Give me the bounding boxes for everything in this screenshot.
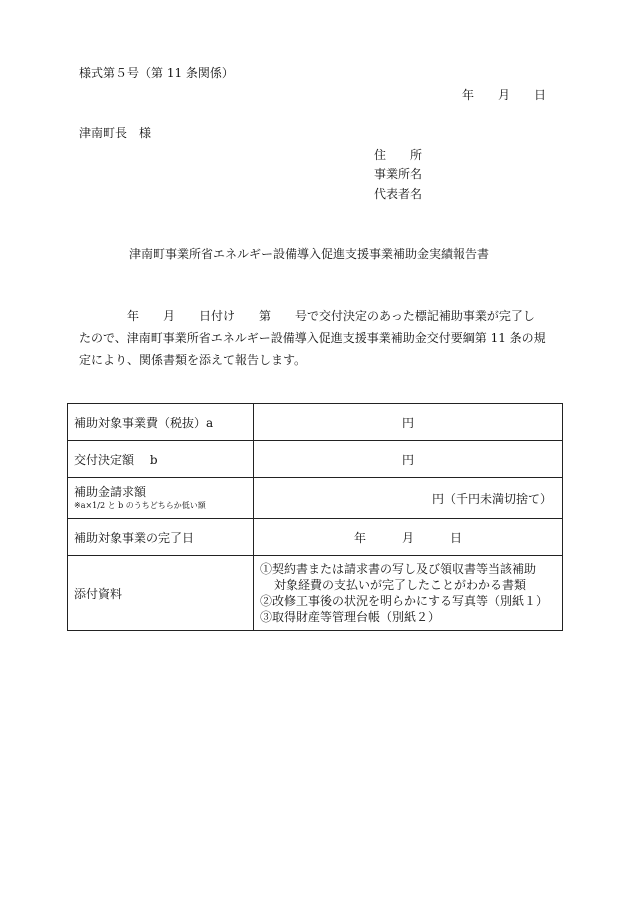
attachments-label: 添付資料	[68, 556, 254, 631]
report-table	[67, 403, 563, 631]
table-row	[68, 441, 563, 478]
subsidy-cost-label: 補助対象事業費（税抜）a	[68, 404, 254, 441]
recipient: 津南町長 様	[79, 126, 152, 140]
claim-amount-value-cell	[254, 478, 563, 519]
body-paragraph	[79, 305, 549, 371]
claim-amount-value: 円（千円未満切捨て）	[431, 491, 552, 506]
attachment-item-continued: 対象経費の支払いが完了したことがわかる書類	[274, 578, 527, 592]
attachments-list	[254, 556, 563, 631]
claim-amount-label: 補助金請求額	[74, 485, 147, 499]
body-line: 年 月 日付け 第 号で交付決定のあった標記補助事業が完了し	[79, 309, 535, 323]
attachment-item: ③取得財産等管理台帳（別紙２）	[260, 610, 441, 624]
claim-amount-note: ※a×1/2 と b のうちどちらか低い額	[74, 501, 206, 510]
body-line: 定により、関係書類を添えて報告します。	[79, 353, 307, 367]
decision-amount-value: 円	[254, 441, 563, 478]
completion-date-label: 補助対象事業の完了日	[68, 519, 254, 556]
applicant-office-label: 事業所名	[374, 167, 423, 181]
table-row	[68, 404, 563, 441]
decision-amount-label: 交付決定額 b	[68, 441, 254, 478]
claim-amount-cell	[68, 478, 254, 519]
attachment-item: ①契約書または請求書の写し及び領収書等当該補助	[260, 562, 537, 576]
form-number: 様式第５号（第 11 条関係）	[79, 66, 234, 80]
attachment-item: ②改修工事後の状況を明らかにする写真等（別紙１）	[260, 594, 549, 608]
body-line: たので、津南町事業所省エネルギー設備導入促進支援事業補助金交付要綱第 11 条の規	[79, 331, 546, 345]
table-row	[68, 478, 563, 519]
applicant-address-label: 住 所	[374, 148, 423, 162]
document-title: 津南町事業所省エネルギー設備導入促進支援事業補助金実績報告書	[129, 247, 490, 261]
applicant-representative-label: 代表者名	[374, 187, 423, 201]
subsidy-cost-value: 円	[254, 404, 563, 441]
date-line: 年 月 日	[462, 88, 547, 102]
completion-date-value: 年 月 日	[254, 519, 563, 556]
table-row	[68, 519, 563, 556]
table-row	[68, 556, 563, 631]
